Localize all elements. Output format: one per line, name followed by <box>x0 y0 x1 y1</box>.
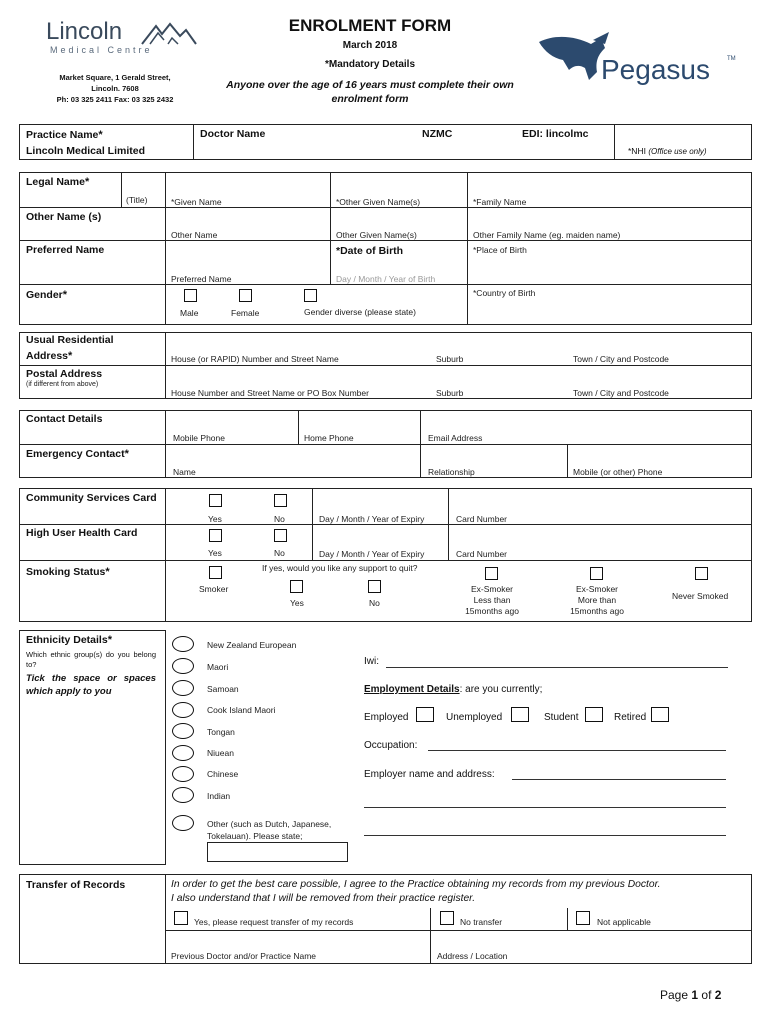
ec-name-hint: Name <box>173 467 196 477</box>
lincoln-logo <box>46 18 206 60</box>
support-yes-label: Yes <box>290 598 304 608</box>
previous-doctor-hint: Previous Doctor and/or Practice Name <box>171 951 317 961</box>
retired-label: Retired <box>614 712 647 723</box>
town2-hint: Town / City and Postcode <box>573 388 669 398</box>
gender-diverse-label: Gender diverse (please state) <box>304 307 416 317</box>
house-po-hint: House Number and Street Name or PO Box Number <box>171 388 369 398</box>
postal-note: (if different from above) <box>26 381 99 388</box>
emergency-contact-label: Emergency Contact* <box>26 448 129 460</box>
ex-smoker-more-checkbox[interactable] <box>590 567 603 580</box>
retired-checkbox[interactable] <box>651 707 669 722</box>
pegasus-logo-text: Pegasus <box>601 54 710 85</box>
suburb-hint: Suburb <box>436 354 464 364</box>
dob-hint: Day / Month / Year of Birth <box>336 274 436 284</box>
ethnicity-option-niuean[interactable] <box>172 745 194 761</box>
mountain-icon <box>140 22 198 46</box>
ethnicity-label-nz-european: New Zealand European <box>207 640 297 650</box>
student-label: Student <box>544 712 579 723</box>
huhc-yes-label: Yes <box>208 548 222 558</box>
ex-smoker-more-label: Ex-Smoker More than 15months ago <box>570 584 624 616</box>
postal-address-label: Postal Address <box>26 368 103 380</box>
occupation-input-line[interactable] <box>428 750 726 751</box>
ex-smoker-less-checkbox[interactable] <box>485 567 498 580</box>
preferred-name-hint: Preferred Name <box>171 274 232 284</box>
ethnicity-option-nz-european[interactable] <box>172 636 194 652</box>
employer-input-line[interactable] <box>512 779 726 780</box>
town-hint: Town / City and Postcode <box>573 354 669 364</box>
support-no-label: No <box>369 598 380 608</box>
transfer-consent-line1: In order to get the best care possible, I agree to the Practice obtaining my records from my previous Doctor. <box>171 879 661 890</box>
ethnicity-label: Ethnicity Details* <box>26 634 112 646</box>
ethnicity-other-input[interactable] <box>207 842 348 862</box>
ethnicity-option-other[interactable] <box>172 815 194 831</box>
huhc-label: High User Health Card <box>26 527 138 539</box>
transfer-no-checkbox[interactable] <box>440 911 454 925</box>
smoker-checkbox[interactable] <box>209 566 222 579</box>
huhc-no-checkbox[interactable] <box>274 529 287 542</box>
student-checkbox[interactable] <box>585 707 603 722</box>
ethnicity-label-indian: Indian <box>207 791 231 801</box>
csc-yes-checkbox[interactable] <box>209 494 222 507</box>
employed-checkbox[interactable] <box>416 707 434 722</box>
mobile-other-hint: Mobile (or other) Phone <box>573 467 663 477</box>
transfer-yes-checkbox[interactable] <box>174 911 188 925</box>
legal-name-label: Legal Name* <box>26 176 90 188</box>
support-question: If yes, would you like any support to quit? <box>262 563 418 573</box>
doctor-name-label: Doctor Name <box>200 128 266 140</box>
male-label: Male <box>180 308 199 318</box>
iwi-label: Iwi: <box>364 656 379 667</box>
ethnicity-instruction: Tick the space or spaces which apply to you <box>26 673 156 697</box>
female-checkbox[interactable] <box>239 289 252 302</box>
mandatory-note: *Mandatory Details <box>324 59 416 70</box>
ethnicity-option-cook-island[interactable] <box>172 702 194 718</box>
ex-smoker-less-label: Ex-Smoker Less than 15months ago <box>465 584 519 616</box>
csc-expiry-hint: Day / Month / Year of Expiry <box>319 514 425 524</box>
ethnicity-option-maori[interactable] <box>172 658 194 674</box>
csc-label: Community Services Card <box>26 492 157 504</box>
email-hint: Email Address <box>428 433 483 443</box>
occupation-label: Occupation: <box>364 740 418 751</box>
address-line2: Lincoln. 7608 <box>91 84 139 93</box>
mobile-phone-hint: Mobile Phone <box>173 433 225 443</box>
transfer-na-checkbox[interactable] <box>576 911 590 925</box>
relationship-hint: Relationship <box>428 467 475 477</box>
age-note: Anyone over the age of 16 years must complete their own enrolment form <box>226 79 514 105</box>
form-title: ENROLMENT FORM <box>288 16 452 35</box>
ethnicity-label-niuean: Niuean <box>207 748 234 758</box>
usual-residential-label: Usual Residential <box>26 334 114 346</box>
ethnicity-option-samoan[interactable] <box>172 680 194 696</box>
transfer-consent <box>171 878 751 906</box>
lincoln-logo-text: Lincoln <box>46 18 123 45</box>
ethnicity-label-chinese: Chinese <box>207 769 239 779</box>
ethnicity-option-indian[interactable] <box>172 787 194 803</box>
ethnicity-label-maori: Maori <box>207 662 229 672</box>
other-given2-hint: Other Given Name(s) <box>336 230 417 240</box>
given-name-hint: *Given Name <box>171 197 222 207</box>
family-name-hint: *Family Name <box>473 197 527 207</box>
page-number: Page 1 of 2 <box>660 988 722 1002</box>
other-name-hint: Other Name <box>171 230 218 240</box>
male-checkbox[interactable] <box>184 289 197 302</box>
practice-name-label: Practice Name* <box>26 129 103 141</box>
gender-diverse-checkbox[interactable] <box>304 289 317 302</box>
contact-details-label: Contact Details <box>26 413 103 425</box>
csc-yes-label: Yes <box>208 514 222 524</box>
suburb2-hint: Suburb <box>436 388 464 398</box>
unemployed-checkbox[interactable] <box>511 707 529 722</box>
ethnicity-label-samoan: Samoan <box>207 684 239 694</box>
edi-label: EDI: lincolmc <box>522 128 589 140</box>
address-location-hint: Address / Location <box>437 951 508 961</box>
form-date: March 2018 <box>342 40 398 51</box>
ethnicity-label-cook-island: Cook Island Maori <box>207 705 276 715</box>
huhc-no-label: No <box>274 548 285 558</box>
ethnicity-option-tongan[interactable] <box>172 723 194 739</box>
iwi-input-line[interactable] <box>386 667 728 668</box>
lincoln-logo-subtext: Medical Centre <box>50 45 153 55</box>
title-hint: (Title) <box>126 195 148 205</box>
csc-no-label: No <box>274 514 285 524</box>
csc-card-number-hint: Card Number <box>456 514 508 524</box>
employed-label: Employed <box>364 712 409 723</box>
transfer-label: Transfer of Records <box>26 879 126 891</box>
pegasus-tm: TM <box>727 56 736 62</box>
never-smoked-checkbox[interactable] <box>695 567 708 580</box>
nhi-label: *NHI (Office use only) <box>628 146 707 156</box>
smoker-label: Smoker <box>199 584 229 594</box>
transfer-yes-label: Yes, please request transfer of my records <box>194 917 354 927</box>
csc-no-checkbox[interactable] <box>274 494 287 507</box>
smoking-label: Smoking Status* <box>26 566 110 578</box>
practice-address <box>40 72 190 105</box>
place-of-birth-hint: *Place of Birth <box>473 245 527 255</box>
ethnicity-label-other: Other (such as Dutch, Japanese, Tokelauan). Please state; <box>207 819 332 841</box>
never-smoked-label: Never Smoked <box>672 591 729 601</box>
home-phone-hint: Home Phone <box>304 433 354 443</box>
employer-input-line-2[interactable] <box>364 807 726 808</box>
country-of-birth-hint: *Country of Birth <box>473 288 536 298</box>
address-label: Address* <box>26 350 73 362</box>
female-label: Female <box>231 308 260 318</box>
transfer-consent-line2: I also understand that I will be removed from their practice register. <box>171 893 476 904</box>
transfer-na-label: Not applicable <box>597 917 651 927</box>
other-names-label: Other Name (s) <box>26 211 102 223</box>
preferred-name-label: Preferred Name <box>26 244 105 256</box>
employment-heading: Employment Details: are you currently; <box>364 684 543 695</box>
ethnicity-option-chinese[interactable] <box>172 766 194 782</box>
transfer-no-label: No transfer <box>460 917 503 927</box>
pegasus-logo <box>535 30 745 90</box>
support-no-checkbox[interactable] <box>368 580 381 593</box>
huhc-yes-checkbox[interactable] <box>209 529 222 542</box>
employer-label: Employer name and address: <box>364 769 495 780</box>
support-yes-checkbox[interactable] <box>290 580 303 593</box>
address-line1: Market Square, 1 Gerald Street, <box>59 73 171 82</box>
huhc-card-number-hint: Card Number <box>456 549 508 559</box>
form-header <box>220 16 520 106</box>
huhc-expiry-hint: Day / Month / Year of Expiry <box>319 549 425 559</box>
practice-name-value: Lincoln Medical Limited <box>26 145 146 157</box>
nzmc-label: NZMC <box>422 128 453 140</box>
other-given-hint: *Other Given Name(s) <box>336 197 421 207</box>
ethnicity-note: Which ethnic group(s) do you belong to? <box>26 650 156 669</box>
employer-input-line-3[interactable] <box>364 835 726 836</box>
dob-label: *Date of Birth <box>336 245 404 257</box>
other-family-hint: Other Family Name (eg. maiden name) <box>473 230 621 240</box>
address-line3: Ph: 03 325 2411 Fax: 03 325 2432 <box>56 95 174 104</box>
unemployed-label: Unemployed <box>446 712 503 723</box>
ethnicity-label-tongan: Tongan <box>207 727 235 737</box>
gender-label: Gender* <box>26 289 68 301</box>
house-street-hint: House (or RAPID) Number and Street Name <box>171 354 339 364</box>
